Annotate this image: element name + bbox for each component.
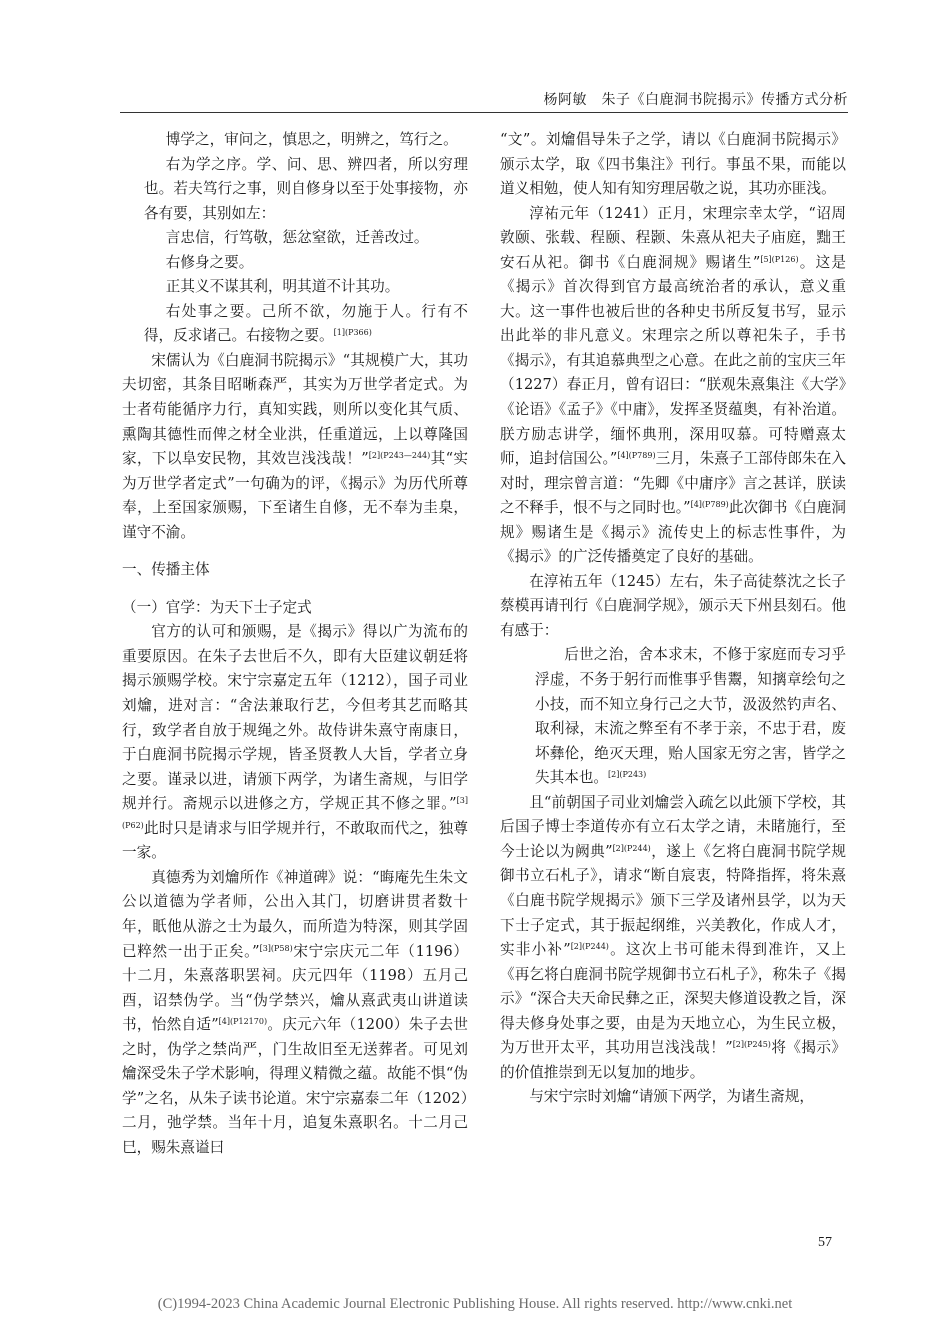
paragraph-text: 。这是《揭示》首次得到官方最高统治者的承认，意义重大。这一事件也被后世的各种史书所反复书写，显示出此举的非凡意义。宋理宗之所以尊祀朱子，手书《揭示》，有其追慕典型之心意。在此之前的宝庆三年（1227）春正月，曾有诏曰：“朕观朱熹集注《大学》《论语》《孟子》《中庸》，发挥圣贤蕴奥，有补治道。朕方励志讲学，缅怀典刑，深用叹慕。可特赠熹太师，追封信国公。” — [500, 253, 846, 468]
block-quote — [500, 643, 846, 790]
body-paragraph: 在淳祐五年（1245）左右，朱子高徒蔡沈之长子蔡模再请刊行《白鹿洞学规》，颁示天下州县刻石。他有感于： — [500, 572, 846, 639]
page-number: 57 — [818, 1235, 832, 1250]
citation-ref: [2](P244) — [570, 942, 609, 952]
citation-ref: [5](P126) — [760, 254, 799, 264]
paragraph-text: 其“实为万世学者定式”一句确为的评，《揭示》为历代所尊奉，上至国家颁赐，下至诸生自修，无不奉为圭臬，谨守不渝。 — [122, 450, 468, 541]
right-column — [500, 128, 846, 1110]
paragraph-text: 官方的认可和颁赐，是《揭示》得以广为流布的重要原因。在朱子去世后不久，即有大臣建议朝廷将揭示颁赐学校。宋宁宗嘉定五年（1212），国子司业刘爚，进对言：“舍法兼取行艺，今但考其艺而略其行，致学者自放于规绳之外。故侍讲朱熹守南康日，于白鹿洞书院揭示学规，皆圣贤教人大旨，学者立身之要。谨录以进，请颁下两学，为诸生斋规，与旧学规并行。斋规示以进修之方，学规正其不修之罪。” — [122, 623, 468, 813]
citation-ref: [4](P789) — [690, 500, 729, 510]
paragraph-text: ，遂上《乞将白鹿洞书院学规御书立石札子》，请求“断自宸衷，特降指挥，将朱熹《白鹿书院学规揭示》颁下三学及诸州县学，以为天下士子定式，其于振起纲维，兴美教化，作成人才，实非小补” — [500, 842, 846, 959]
paragraph-text: 且“前朝国子司业刘爚尝入疏乞以此颁下学校，其后国子博士李道传亦有立石太学之请，未睹施行，至今士论以为阙典” — [500, 793, 846, 860]
citation-ref: [4](P12170) — [218, 1017, 268, 1027]
citation-ref: [2](P245) — [732, 1040, 771, 1050]
citation-ref: [3](P58) — [259, 943, 293, 953]
citation-ref: [3](P62) — [122, 796, 468, 830]
quote-line: 博学之，审问之，慎思之，明辨之，笃行之。 — [165, 131, 458, 148]
quote-text: 右处事之要。己所不欲，勿施于人。行有不得，反求诸己。右接物之要。 — [143, 302, 468, 345]
citation-ref: [2](P243—244) — [368, 451, 431, 461]
paragraph-text: 三月，朱熹子工部侍郎朱在入对时，理宗曾言道：“先卿《中庸序》言之甚详，朕读之不释手，恨不与之同时也。” — [500, 450, 846, 517]
quote-line: 右为学之序。学、问、思、辨四者，所以穷理也。若夫笃行之事，则自修身以至于处事接物，亦各有要，其别如左： — [143, 155, 468, 222]
body-paragraph — [122, 866, 468, 1161]
citation-ref: [4](P789) — [617, 451, 656, 461]
quote-line: 言忠信，行笃敬，惩忿窒欲，迁善改过。 — [165, 229, 429, 247]
left-column — [122, 128, 468, 1160]
citation-ref: [1](P366) — [333, 328, 372, 338]
paragraph-text: 将《揭示》的价值推崇到无以复加的地步。 — [500, 1039, 846, 1081]
paragraph-text: 宋宁宗庆元二年（1196）十二月，朱熹落职罢祠。庆元四年（1198）五月己酉，诏禁伪学。当“伪学禁兴，爚从熹武夷山讲道读书，怡然自适” — [122, 942, 468, 1034]
body-paragraph — [122, 620, 468, 865]
quote-line: 正其义不谋其利，明其道不计其功。 — [165, 278, 400, 296]
body-paragraph — [500, 791, 846, 1086]
citation-ref: [2](P244) — [612, 843, 651, 853]
body-paragraph: “文”。刘爚倡导朱子之学，请以《白鹿洞书院揭示》颁示太学，取《四书集注》刊行。事虽不果，而能以道义相勉，使人知有知穷理居敬之说，其功亦匪浅。 — [500, 131, 846, 198]
paragraph-text: 。这次上书可能未得到准许，又上《再乞将白鹿洞书院学规御书立石札子》，称朱子《揭示》“深合夫天命民彝之正，深契夫修道设教之旨，深得夫修身处事之要，由是为天地立心，为生民立极，为万世开太平，其功用岂浅浅哉！” — [500, 941, 846, 1057]
paragraph-text: 淳祐元年（1241）正月，宋理宗幸太学，“诏周敦颐、张载、程颐、程颢、朱熹从祀夫子庙庭，黜王安石从祀。御书《白鹿洞规》赐诸生” — [500, 204, 846, 271]
subsection-heading: （一）官学：为天下士子定式 — [122, 598, 312, 616]
running-header: 杨阿敏 朱子《白鹿洞书院揭示》传播方式分析 — [120, 90, 848, 113]
quote-text: 后世之治，舍本求末，不修于家庭而专习乎浮虚，不务于躬行而惟事乎售鬻，知摛章绘句之小技，而不知立身行己之大节，汲汲然钓声名、取利禄，末流之弊至有不孝于亲，不忠于君，废坏彝伦，绝灭天理，贻人国家无穷之害，皆学之失其本也。 — [535, 646, 846, 787]
paragraph-text: 。庆元六年（1200）朱子去世之时，伪学之禁尚严，门生故旧至无送葬者。可见刘爚深受朱子学术影响，得理义精微之蕴。故能不惧“伪学”之名，从朱子读书论道。宋宁宗嘉泰二年（1202）二月，弛学禁。当年十月，追复朱熹职名。十二月己巳，赐朱熹谥曰 — [122, 1016, 468, 1156]
body-paragraph — [500, 202, 846, 570]
section-heading: 一、传播主体 — [122, 561, 210, 579]
quote-line: 右修身之要。 — [165, 253, 254, 271]
citation-ref: [2](P243) — [608, 770, 647, 780]
paragraph-text: 真德秀为刘爚所作《神道碑》说：“晦庵先生朱文公以道德为学者师，公出入其门，切磨讲贯者数十年，眂他从游之士为最久，而所造为特深，则其学固已粹然一出于正矣。” — [122, 868, 468, 960]
quote-line — [122, 300, 468, 349]
paragraph-text: 宋儒认为《白鹿洞书院揭示》“其规模广大，其功夫切密，其条目昭晰森严，其实为万世学者定式。为士者苟能循序力行，真知实践，则所以变化其气质、熏陶其德性而俾之材全业洪，任重道远，上以尊隆国家，下以阜安民物，其效岂浅浅哉！” — [122, 351, 468, 468]
body-paragraph: 与宋宁宗时刘爚“请颁下两学，为诸生斋规， — [529, 1088, 814, 1106]
paragraph-text: 此次御书《白鹿洞规》赐诸生是《揭示》流传史上的标志性事件，为《揭示》的广泛传播奠定了良好的基础。 — [500, 499, 846, 566]
paragraph-text: 此时只是请求与旧学规并行，不敢取而代之，独尊一家。 — [122, 819, 468, 862]
copyright-footer: (C)1994-2023 China Academic Journal Electronic Publishing House. All rights reserved. http://www.cnki.net — [157, 1296, 793, 1312]
body-paragraph — [122, 349, 468, 545]
